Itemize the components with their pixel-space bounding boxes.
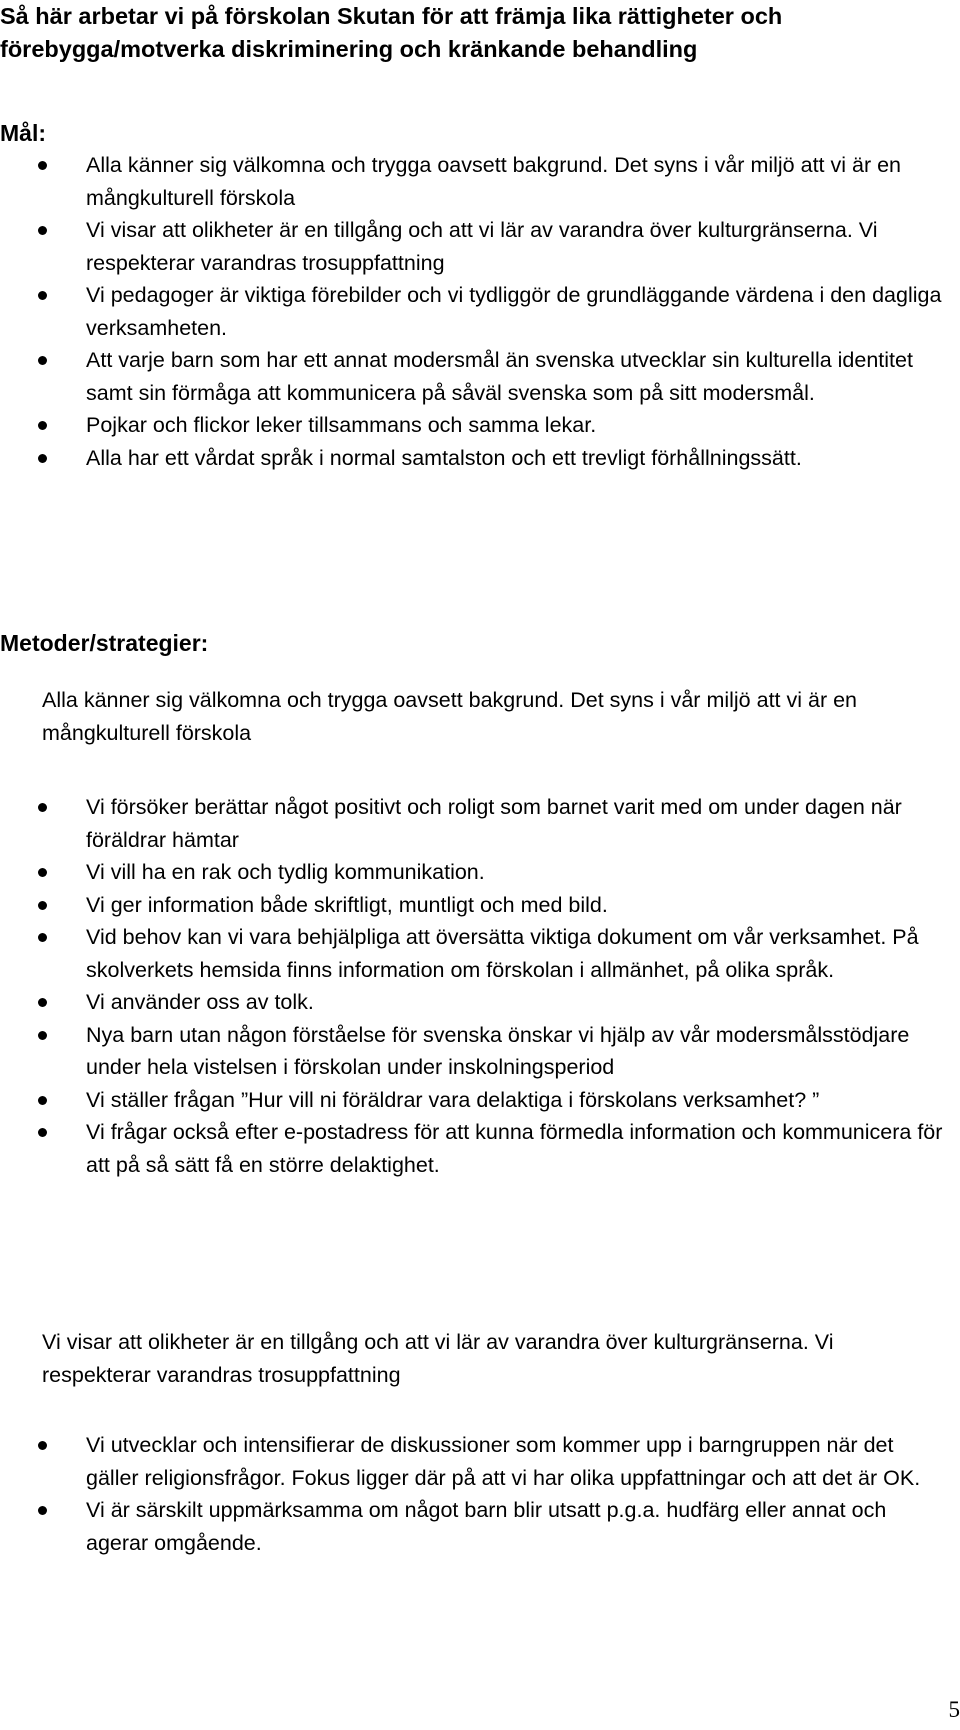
methods-heading: Metoder/strategier: [0, 630, 209, 656]
list-item [0, 791, 950, 856]
list-item [0, 1084, 950, 1117]
methods-list-1 [0, 791, 950, 1181]
method-text: Vi ställer frågan ”Hur vill ni föräldrar vara delaktiga i förskolans verksamhet? ” [86, 1087, 820, 1112]
page-number: 5 [948, 1697, 960, 1722]
list-item [0, 344, 950, 409]
bullet-icon [38, 291, 47, 300]
methods-intro-1: Alla känner sig välkomna och trygga oavsett bakgrund. Det syns i vår miljö att vi är en mångkulturell förskola [42, 688, 857, 745]
list-item [0, 149, 950, 214]
list-item [0, 279, 950, 344]
list-item [0, 856, 950, 889]
method-text: Vi är särskilt uppmärksamma om något barn blir utsatt p.g.a. hudfärg eller annat och agerar omgående. [86, 1498, 887, 1555]
goal-text: Alla känner sig välkomna och trygga oavsett bakgrund. Det syns i vår miljö att vi är en mångkulturell förskola [86, 153, 901, 210]
bullet-icon [38, 1506, 47, 1515]
goal-text: Alla har ett vårdat språk i normal samtalston och ett trevligt förhållningssätt. [86, 445, 802, 470]
bullet-icon [38, 803, 47, 812]
method-text: Vi ger information både skriftligt, muntligt och med bild. [86, 892, 608, 917]
goals-list [0, 149, 950, 474]
bullet-icon [38, 356, 47, 365]
list-item [0, 442, 950, 475]
list-item [0, 1429, 950, 1494]
method-text: Vi vill ha en rak och tydlig kommunikation. [86, 860, 485, 884]
method-text: Vi använder oss av tolk. [86, 990, 314, 1014]
bullet-icon [38, 1031, 47, 1040]
bullet-icon [38, 901, 47, 910]
bullet-icon [38, 998, 47, 1007]
goal-text: Pojkar och flickor leker tillsammans och samma lekar. [86, 413, 597, 437]
bullet-icon [38, 421, 47, 430]
bullet-icon [38, 454, 47, 463]
bullet-icon [38, 933, 47, 942]
method-text: Vi försöker berättar något positivt och roligt som barnet varit med om under dagen när föräldrar hämtar [86, 795, 902, 852]
method-text: Vid behov kan vi vara behjälpliga att översätta viktiga dokument om vår verksamhet. På skolverkets hemsida finns information om förskolan i allmänhet, på olika språk. [86, 925, 919, 982]
list-item [0, 214, 950, 279]
bullet-icon [38, 161, 47, 170]
document-title: Så här arbetar vi på förskolan Skutan för att främja lika rättigheter och förebygga/motverka diskriminering och kränkande behandling [0, 3, 783, 62]
list-item [0, 409, 950, 442]
goal-text: Att varje barn som har ett annat modersmål än svenska utvecklar sin kulturella identitet samt sin förmåga att kommunicera på såväl svenska som på sitt modersmål. [86, 348, 913, 405]
bullet-icon [38, 868, 47, 877]
methods-list-2 [0, 1429, 950, 1559]
bullet-icon [38, 1441, 47, 1450]
list-item [0, 921, 950, 986]
method-text: Vi frågar också efter e-postadress för att kunna förmedla information och kommunicera för att på så sätt få en större delaktighet. [86, 1120, 943, 1177]
goals-heading: Mål: [0, 120, 46, 146]
list-item [0, 889, 950, 922]
bullet-icon [38, 226, 47, 235]
method-text: Nya barn utan någon förståelse för svenska önskar vi hjälp av vår modersmålsstödjare under hela vistelsen i förskolan under inskolningsperiod [86, 1022, 910, 1079]
list-item [0, 1494, 950, 1559]
list-item [0, 1116, 950, 1181]
list-item [0, 986, 950, 1019]
goal-text: Vi visar att olikheter är en tillgång och att vi lär av varandra över kulturgränserna. Vi respekterar varandras trosuppfattning [86, 218, 878, 275]
bullet-icon [38, 1096, 47, 1105]
list-item [0, 1019, 950, 1084]
methods-intro-2: Vi visar att olikheter är en tillgång och att vi lär av varandra över kulturgränserna. Vi respekterar varandras trosuppfattning [42, 1330, 834, 1387]
method-text: Vi utvecklar och intensifierar de diskussioner som kommer upp i barngruppen när det gäller religionsfrågor. Fokus ligger där på att vi har olika uppfattningar och att det är OK. [86, 1433, 921, 1490]
bullet-icon [38, 1128, 47, 1137]
goal-text: Vi pedagoger är viktiga förebilder och vi tydliggör de grundläggande värdena i den dagliga verksamheten. [86, 283, 942, 340]
